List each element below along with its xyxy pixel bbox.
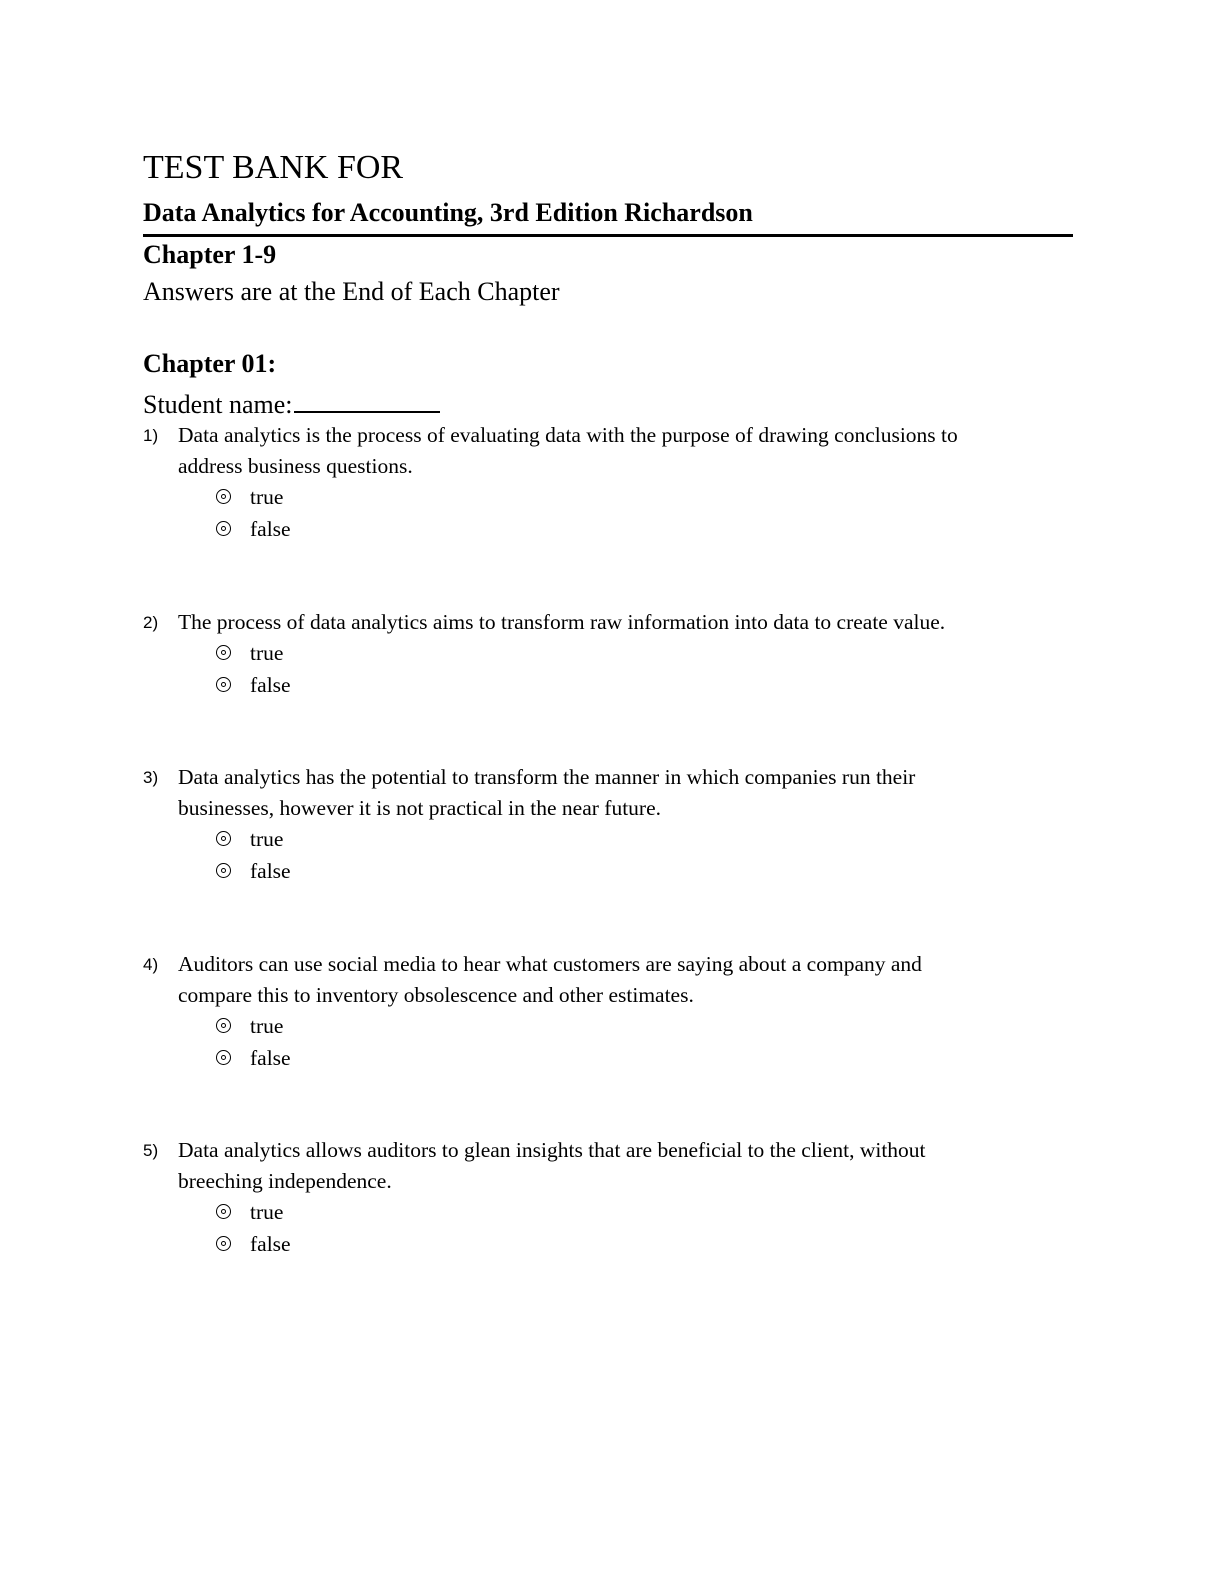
chapter-heading: Chapter 01: [143,349,277,378]
radio-button-icon[interactable] [216,489,231,504]
student-name-blank[interactable] [294,385,440,413]
option-label: true [250,485,284,509]
option-label: false [250,858,291,883]
option-label: true [250,1014,284,1038]
question-line: Auditors can use social media to hear what customers are saying about a company and [178,952,922,976]
radio-button-icon[interactable] [216,645,231,660]
option-label: false [250,1231,291,1256]
question-text [143,949,1063,1011]
option-label: true [250,827,284,851]
option-label: false [250,1045,291,1070]
title-divider [143,234,1073,237]
question-line: compare this to inventory obsolescence and other estimates. [178,983,694,1007]
option-false[interactable] [216,856,1063,888]
question-4 [143,949,1063,1074]
radio-button-icon[interactable] [216,677,231,692]
radio-button-icon[interactable] [216,863,231,878]
question-2 [143,607,1063,701]
question-3 [143,762,1063,887]
answer-options [143,638,1063,701]
option-true[interactable] [216,638,1063,670]
option-label: false [250,516,291,541]
question-text [143,762,1063,824]
answer-options [143,1197,1063,1260]
option-false[interactable] [216,670,1063,702]
answer-options [143,482,1063,545]
option-true[interactable] [216,824,1063,856]
question-number: 4) [143,955,159,974]
answer-options [143,1011,1063,1074]
radio-button-icon[interactable] [216,831,231,846]
question-line: Data analytics has the potential to transform the manner in which companies run their [178,765,916,789]
question-text [143,420,1063,482]
option-label: false [250,672,291,697]
question-number: 3) [143,768,159,787]
question-line: Data analytics is the process of evaluating data with the purpose of drawing conclusions to [178,423,958,447]
question-line: breeching independence. [178,1169,392,1193]
question-line: businesses, however it is not practical in the near future. [178,796,662,820]
option-label: true [250,1200,284,1224]
option-false[interactable] [216,1229,1063,1261]
radio-button-icon[interactable] [216,521,231,536]
radio-button-icon[interactable] [216,1050,231,1065]
question-1 [143,420,1063,545]
option-true[interactable] [216,1197,1063,1229]
radio-button-icon[interactable] [216,1236,231,1251]
option-true[interactable] [216,482,1063,514]
option-false[interactable] [216,1043,1063,1075]
student-name-field [143,385,440,421]
radio-button-icon[interactable] [216,1018,231,1033]
option-true[interactable] [216,1011,1063,1043]
chapter-range: Chapter 1-9 [143,240,277,269]
option-false[interactable] [216,514,1063,546]
question-line: Data analytics allows auditors to glean insights that are beneficial to the client, without [178,1138,926,1162]
radio-button-icon[interactable] [216,1204,231,1219]
answer-options [143,824,1063,887]
question-text [143,607,1063,638]
question-line: address business questions. [178,454,413,478]
question-5 [143,1135,1063,1260]
question-line: The process of data analytics aims to transform raw information into data to create value. [178,610,946,634]
answers-note: Answers are at the End of Each Chapter [143,277,560,306]
question-number: 5) [143,1141,159,1160]
book-title: Data Analytics for Accounting, 3rd Edition Richardson [143,198,753,227]
student-name-label: Student name: [143,390,293,419]
document-title: TEST BANK FOR [143,149,404,186]
question-number: 1) [143,426,159,445]
question-text [143,1135,1063,1197]
question-number: 2) [143,613,159,632]
option-label: true [250,641,284,665]
